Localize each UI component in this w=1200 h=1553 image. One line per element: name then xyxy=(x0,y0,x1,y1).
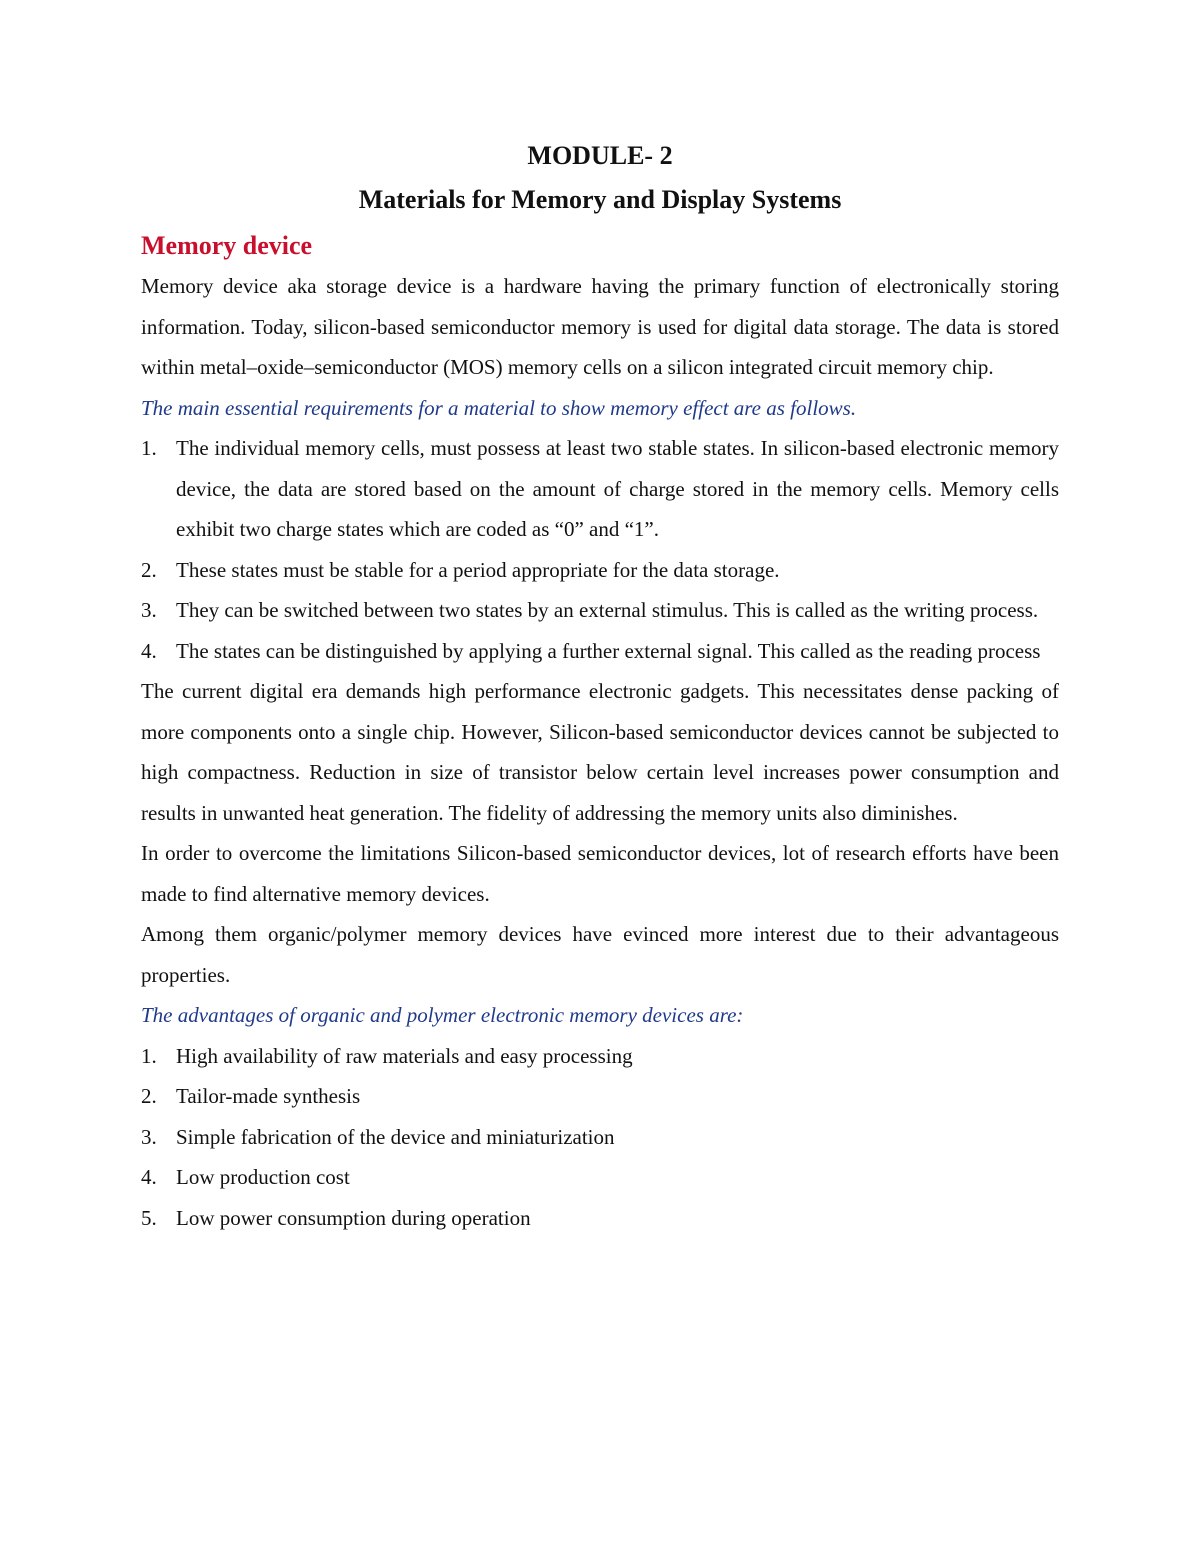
list-item xyxy=(141,1076,1059,1117)
list-item-text: The individual memory cells, must possess at least two stable states. In silicon-based electronic memory device, the data are stored based on the amount of charge stored in the memory cells. Memory cells exhibit two charge states which are coded as “0” and “1”. xyxy=(176,436,1059,541)
list-item-number: 3. xyxy=(141,1124,157,1149)
overcome-paragraph: In order to overcome the limitations Silicon-based semiconductor devices, lot of research efforts have been made to find alternative memory devices. xyxy=(141,841,1059,906)
list-item xyxy=(141,550,1059,591)
list-item-number: 1. xyxy=(141,436,157,460)
requirements-lead: The main essential requirements for a material to show memory effect are as follows. xyxy=(141,395,857,420)
list-item-text: High availability of raw materials and easy processing xyxy=(176,1043,633,1068)
list-item-number: 1. xyxy=(141,1043,157,1068)
list-item-number: 2. xyxy=(141,1084,157,1108)
intro-paragraph: Memory device aka storage device is a hardware having the primary function of electronically storing information. Today, silicon-based semiconductor memory is used for digital data storage. The data is stored within metal–oxide–semiconductor (MOS) memory cells on a silicon integrated circuit memory chip. xyxy=(141,274,1059,379)
module-title: MODULE- 2 xyxy=(527,141,673,170)
list-item-text: Low power consumption during operation xyxy=(176,1205,531,1230)
list-item-text: The states can be distinguished by applying a further external signal. This called as the reading process xyxy=(176,638,1041,663)
list-item xyxy=(141,631,1059,672)
list-item-text: These states must be stable for a period appropriate for the data storage. xyxy=(176,557,780,582)
document-subtitle: Materials for Memory and Display Systems xyxy=(358,185,842,214)
list-item-text: Low production cost xyxy=(176,1165,350,1189)
organic-paragraph: Among them organic/polymer memory devices have evinced more interest due to their advantageous properties. xyxy=(141,922,1059,987)
section-heading-memory-device: Memory device xyxy=(141,231,313,260)
list-item-text: They can be switched between two states by an external stimulus. This is called as the writing process. xyxy=(176,598,1039,622)
list-item-text: Tailor-made synthesis xyxy=(176,1084,361,1108)
list-item-number: 3. xyxy=(141,598,157,622)
requirements-list xyxy=(141,428,1059,671)
list-item-number: 2. xyxy=(141,557,157,582)
list-item xyxy=(141,1117,1059,1158)
advantages-list xyxy=(141,1036,1059,1239)
list-item-number: 4. xyxy=(141,638,157,663)
list-item xyxy=(141,1198,1059,1239)
list-item xyxy=(141,428,1059,550)
advantages-lead: The advantages of organic and polymer electronic memory devices are: xyxy=(141,1003,744,1027)
list-item xyxy=(141,1036,1059,1077)
list-item-number: 4. xyxy=(141,1165,157,1189)
list-item-number: 5. xyxy=(141,1205,157,1230)
list-item-text: Simple fabrication of the device and miniaturization xyxy=(176,1124,615,1149)
list-item xyxy=(141,590,1059,631)
digital-era-paragraph: The current digital era demands high performance electronic gadgets. This necessitates dense packing of more components onto a single chip. However, Silicon-based semiconductor devices cannot be subjected to high compactness. Reduction in size of transistor below certain level increases power consumption and results in unwanted heat generation. The fidelity of addressing the memory units also diminishes. xyxy=(141,679,1059,825)
list-item xyxy=(141,1157,1059,1198)
document-page xyxy=(141,136,1059,1238)
